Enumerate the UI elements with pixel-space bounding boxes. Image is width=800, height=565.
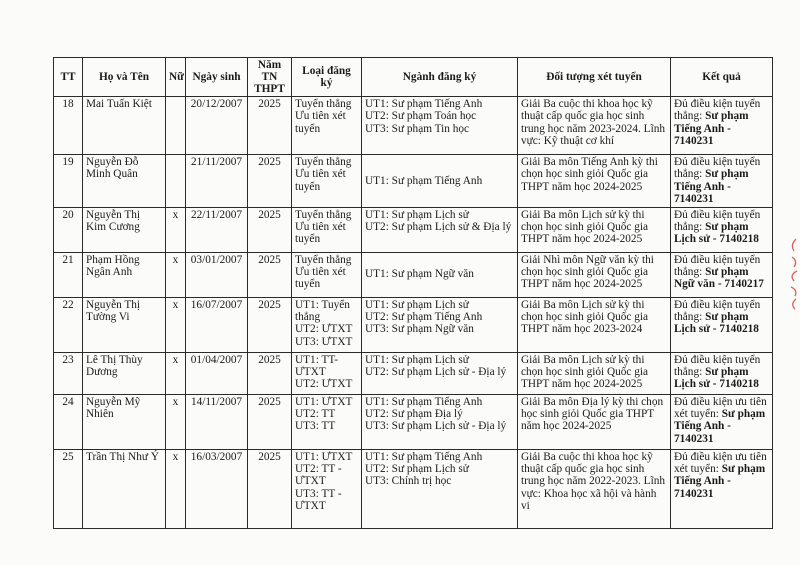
result-prefix: Đủ điều kiện tuyển thẳng: bbox=[674, 298, 761, 324]
cell-year: 2025 bbox=[248, 352, 292, 394]
reg-type-line: tuyển bbox=[295, 278, 321, 291]
reg-type-line: tuyển bbox=[295, 122, 321, 135]
cell-year: 2025 bbox=[248, 207, 292, 252]
cell-tt: 22 bbox=[54, 297, 83, 352]
cell-tt: 20 bbox=[54, 207, 83, 252]
major-line: UT3: Sư phạm Tin học bbox=[365, 122, 470, 135]
col-gender: Nữ bbox=[166, 58, 186, 97]
result-major: Sư phạm Lịch sử - 7140218 bbox=[674, 366, 759, 391]
reg-type-line: UT2: ƯTXT bbox=[295, 323, 353, 336]
col-reg-type: Loại đăng ký bbox=[292, 58, 362, 97]
cell-reg-type bbox=[292, 394, 362, 449]
cell-criteria: Giải Ba môn Tiếng Anh kỳ thi chọn học sinh giỏi Quốc gia THPT năm học 2024-2025 bbox=[518, 155, 671, 208]
cell-year: 2025 bbox=[248, 252, 292, 297]
cell-tt: 19 bbox=[54, 155, 83, 208]
major-line: UT3: Sư phạm Ngữ văn bbox=[365, 323, 474, 336]
cell-year: 2025 bbox=[248, 155, 292, 208]
header-row bbox=[54, 58, 773, 97]
cell-gender: x bbox=[166, 252, 186, 297]
col-name: Họ và Tên bbox=[83, 58, 166, 97]
cell-dob: 01/04/2007 bbox=[186, 352, 248, 394]
major-line: UT2: Sư phạm Lịch sử bbox=[365, 463, 469, 476]
cell-dob: 22/11/2007 bbox=[186, 207, 248, 252]
reg-type-line: ƯTXT bbox=[295, 366, 326, 379]
major-line: UT2: Sư phạm Lịch sử & Địa lý bbox=[365, 221, 512, 234]
result-major: Sư phạm Tiếng Anh - 7140231 bbox=[674, 408, 766, 445]
cell-criteria: Giải Ba môn Lịch sử kỳ thi chọn học sinh giỏi Quốc gia THPT năm học 2024-2025 bbox=[518, 207, 671, 252]
cell-criteria: Giải Ba cuộc thi khoa học kỹ thuật cấp quốc gia học sinh trung học năm 2022-2023. Lĩnh vực: Khoa học xã hội và hành vi bbox=[518, 449, 671, 528]
major-line: UT1: Sư phạm Tiếng Anh bbox=[365, 98, 483, 110]
table-row bbox=[54, 207, 773, 252]
reg-type-line: UT2: TT - bbox=[295, 463, 342, 476]
result-prefix: Đủ điều kiện tuyển thẳng: bbox=[674, 156, 761, 181]
cell-tt: 21 bbox=[54, 252, 83, 297]
cell-result bbox=[671, 449, 773, 528]
cell-dob: 20/12/2007 bbox=[186, 97, 248, 155]
reg-type-line: ƯTXT bbox=[295, 475, 326, 488]
major-line: UT2: Sư phạm Toán học bbox=[365, 110, 477, 123]
cell-reg-type bbox=[292, 449, 362, 528]
cell-year: 2025 bbox=[248, 97, 292, 155]
reg-type-line: Ưu tiên xét bbox=[295, 110, 346, 123]
major-line: UT2: Sư phạm Lịch sử - Địa lý bbox=[365, 366, 507, 379]
major-line: UT1: Sư phạm Lịch sử bbox=[365, 298, 469, 311]
red-stamp-edge bbox=[782, 235, 800, 315]
cell-dob: 14/11/2007 bbox=[186, 394, 248, 449]
cell-criteria: Giải Ba cuộc thi khoa học kỹ thuật cấp quốc gia học sinh trung học năm 2023-2024. Lĩnh vực: Kỹ thuật cơ khí bbox=[518, 97, 671, 155]
result-prefix: Đủ điều kiện ưu tiên xét tuyển: bbox=[674, 450, 767, 476]
cell-result bbox=[671, 207, 773, 252]
reg-type-line: UT1: ƯTXT bbox=[295, 450, 353, 463]
result-major: Sư phạm Tiếng Anh - 7140231 bbox=[674, 168, 749, 206]
result-major: Sư phạm Tiếng Anh - 7140231 bbox=[674, 110, 749, 148]
major-line: UT1: Sư phạm Ngữ văn bbox=[365, 268, 474, 281]
cell-dob: 16/03/2007 bbox=[186, 449, 248, 528]
cell-reg-type bbox=[292, 352, 362, 394]
result-major: Sư phạm Tiếng Anh - 7140231 bbox=[674, 463, 766, 500]
reg-type-line: UT1: ƯTXT bbox=[295, 395, 353, 408]
cell-major bbox=[362, 252, 518, 297]
cell-reg-type bbox=[292, 155, 362, 208]
table-row bbox=[54, 449, 773, 528]
table-row bbox=[54, 352, 773, 394]
cell-reg-type bbox=[292, 207, 362, 252]
reg-type-line: Ưu tiên xét bbox=[295, 168, 346, 181]
cell-name: Nguyễn Đỗ Minh Quân bbox=[83, 155, 166, 208]
cell-name: Trần Thị Như Ý bbox=[83, 449, 166, 528]
cell-gender: x bbox=[166, 449, 186, 528]
cell-dob: 21/11/2007 bbox=[186, 155, 248, 208]
cell-gender: x bbox=[166, 297, 186, 352]
col-major: Ngành đăng ký bbox=[362, 58, 518, 97]
cell-criteria: Giải Ba môn Lịch sử kỳ thi chọn học sinh giỏi Quốc gia THPT năm học 2023-2024 bbox=[518, 297, 671, 352]
reg-type-line: Tuyển thẳng bbox=[295, 98, 352, 110]
cell-gender bbox=[166, 155, 186, 208]
major-line: UT2: Sư phạm Tiếng Anh bbox=[365, 311, 483, 324]
cell-name: Nguyễn Thị Kim Cương bbox=[83, 207, 166, 252]
reg-type-line: UT3: ƯTXT bbox=[295, 335, 353, 348]
reg-type-line: Tuyển thẳng bbox=[295, 208, 352, 221]
cell-result bbox=[671, 155, 773, 208]
cell-criteria: Giải Ba môn Địa lý kỳ thi chọn học sinh giỏi Quốc gia THPT năm học 2024-2025 bbox=[518, 394, 671, 449]
cell-major bbox=[362, 394, 518, 449]
major-line: UT1: Sư phạm Tiếng Anh bbox=[365, 174, 483, 187]
cell-major bbox=[362, 207, 518, 252]
reg-type-line: Ưu tiên xét bbox=[295, 266, 346, 279]
reg-type-line: Tuyển thẳng bbox=[295, 253, 352, 266]
cell-tt: 25 bbox=[54, 449, 83, 528]
result-prefix: Đủ điều kiện tuyển thẳng: bbox=[674, 353, 761, 379]
result-prefix: Đủ điều kiện ưu tiên xét tuyển: bbox=[674, 395, 767, 421]
major-line: UT1: Sư phạm Lịch sử bbox=[365, 208, 469, 221]
reg-type-line: Ưu tiên xét bbox=[295, 221, 346, 234]
cell-criteria: Giải Nhì môn Ngữ văn kỳ thi chọn học sinh giỏi Quốc gia THPT năm học 2024-2025 bbox=[518, 252, 671, 297]
cell-tt: 24 bbox=[54, 394, 83, 449]
result-major: Sư phạm Ngữ văn - 7140217 bbox=[674, 266, 764, 291]
cell-major bbox=[362, 449, 518, 528]
major-line: UT1: Sư phạm Tiếng Anh bbox=[365, 395, 483, 408]
major-line: UT1: Sư phạm Lịch sử bbox=[365, 353, 469, 366]
cell-result bbox=[671, 352, 773, 394]
cell-result bbox=[671, 394, 773, 449]
col-result: Kết quả bbox=[671, 58, 773, 97]
reg-type-line: UT3: TT bbox=[295, 420, 336, 433]
reg-type-line: tuyển bbox=[295, 233, 321, 246]
major-line: UT2: Sư phạm Địa lý bbox=[365, 408, 463, 421]
col-grad-year: Năm TN THPT bbox=[248, 58, 292, 97]
cell-reg-type bbox=[292, 97, 362, 155]
reg-type-line: UT2: TT bbox=[295, 408, 336, 421]
result-major: Sư phạm Lịch sử - 7140218 bbox=[674, 311, 759, 336]
table-row bbox=[54, 252, 773, 297]
result-prefix: Đủ điều kiện tuyển thẳng: bbox=[674, 98, 761, 123]
table-row bbox=[54, 394, 773, 449]
cell-year: 2025 bbox=[248, 297, 292, 352]
cell-major bbox=[362, 352, 518, 394]
cell-major bbox=[362, 297, 518, 352]
reg-type-line: UT1: Tuyển bbox=[295, 298, 350, 311]
result-major: Sư phạm Lịch sử - 7140218 bbox=[674, 221, 759, 246]
col-criteria: Đối tượng xét tuyển bbox=[518, 58, 671, 97]
cell-gender: x bbox=[166, 394, 186, 449]
reg-type-line: tuyển bbox=[295, 180, 321, 193]
cell-result bbox=[671, 297, 773, 352]
result-prefix: Đủ điều kiện tuyển thẳng: bbox=[674, 208, 761, 234]
reg-type-line: UT1: TT- bbox=[295, 353, 338, 366]
cell-major bbox=[362, 155, 518, 208]
table-row bbox=[54, 97, 773, 155]
cell-name: Lê Thị Thùy Dương bbox=[83, 352, 166, 394]
major-line: UT1: Sư phạm Tiếng Anh bbox=[365, 450, 483, 463]
cell-dob: 03/01/2007 bbox=[186, 252, 248, 297]
major-line: UT3: Sư phạm Lịch sử - Địa lý bbox=[365, 420, 507, 433]
cell-year: 2025 bbox=[248, 449, 292, 528]
col-tt: TT bbox=[54, 58, 83, 97]
cell-dob: 16/07/2007 bbox=[186, 297, 248, 352]
table-row bbox=[54, 297, 773, 352]
cell-name: Nguyễn Mỹ Nhiên bbox=[83, 394, 166, 449]
major-line: UT3: Chính trị học bbox=[365, 475, 452, 488]
col-dob: Ngày sinh bbox=[186, 58, 248, 97]
cell-gender: x bbox=[166, 207, 186, 252]
cell-tt: 18 bbox=[54, 97, 83, 155]
cell-reg-type bbox=[292, 252, 362, 297]
admission-results-table bbox=[53, 57, 773, 529]
reg-type-line: ƯTXT bbox=[295, 500, 326, 513]
result-prefix: Đủ điều kiện tuyển thẳng: bbox=[674, 253, 761, 279]
cell-name: Nguyễn Thị Tường Vi bbox=[83, 297, 166, 352]
cell-result bbox=[671, 97, 773, 155]
cell-name: Mai Tuấn Kiệt bbox=[83, 97, 166, 155]
reg-type-line: thẳng bbox=[295, 311, 321, 324]
cell-criteria: Giải Ba môn Lịch sử kỳ thi chọn học sinh giỏi Quốc gia THPT năm học 2024-2025 bbox=[518, 352, 671, 394]
reg-type-line: UT2: ƯTXT bbox=[295, 378, 353, 391]
cell-name: Phạm Hồng Ngân Anh bbox=[83, 252, 166, 297]
cell-year: 2025 bbox=[248, 394, 292, 449]
cell-result bbox=[671, 252, 773, 297]
cell-major bbox=[362, 97, 518, 155]
cell-reg-type bbox=[292, 297, 362, 352]
cell-gender bbox=[166, 97, 186, 155]
cell-tt: 23 bbox=[54, 352, 83, 394]
reg-type-line: Tuyển thẳng bbox=[295, 156, 352, 168]
table-row bbox=[54, 155, 773, 208]
cell-gender: x bbox=[166, 352, 186, 394]
reg-type-line: UT3: TT - bbox=[295, 487, 342, 500]
